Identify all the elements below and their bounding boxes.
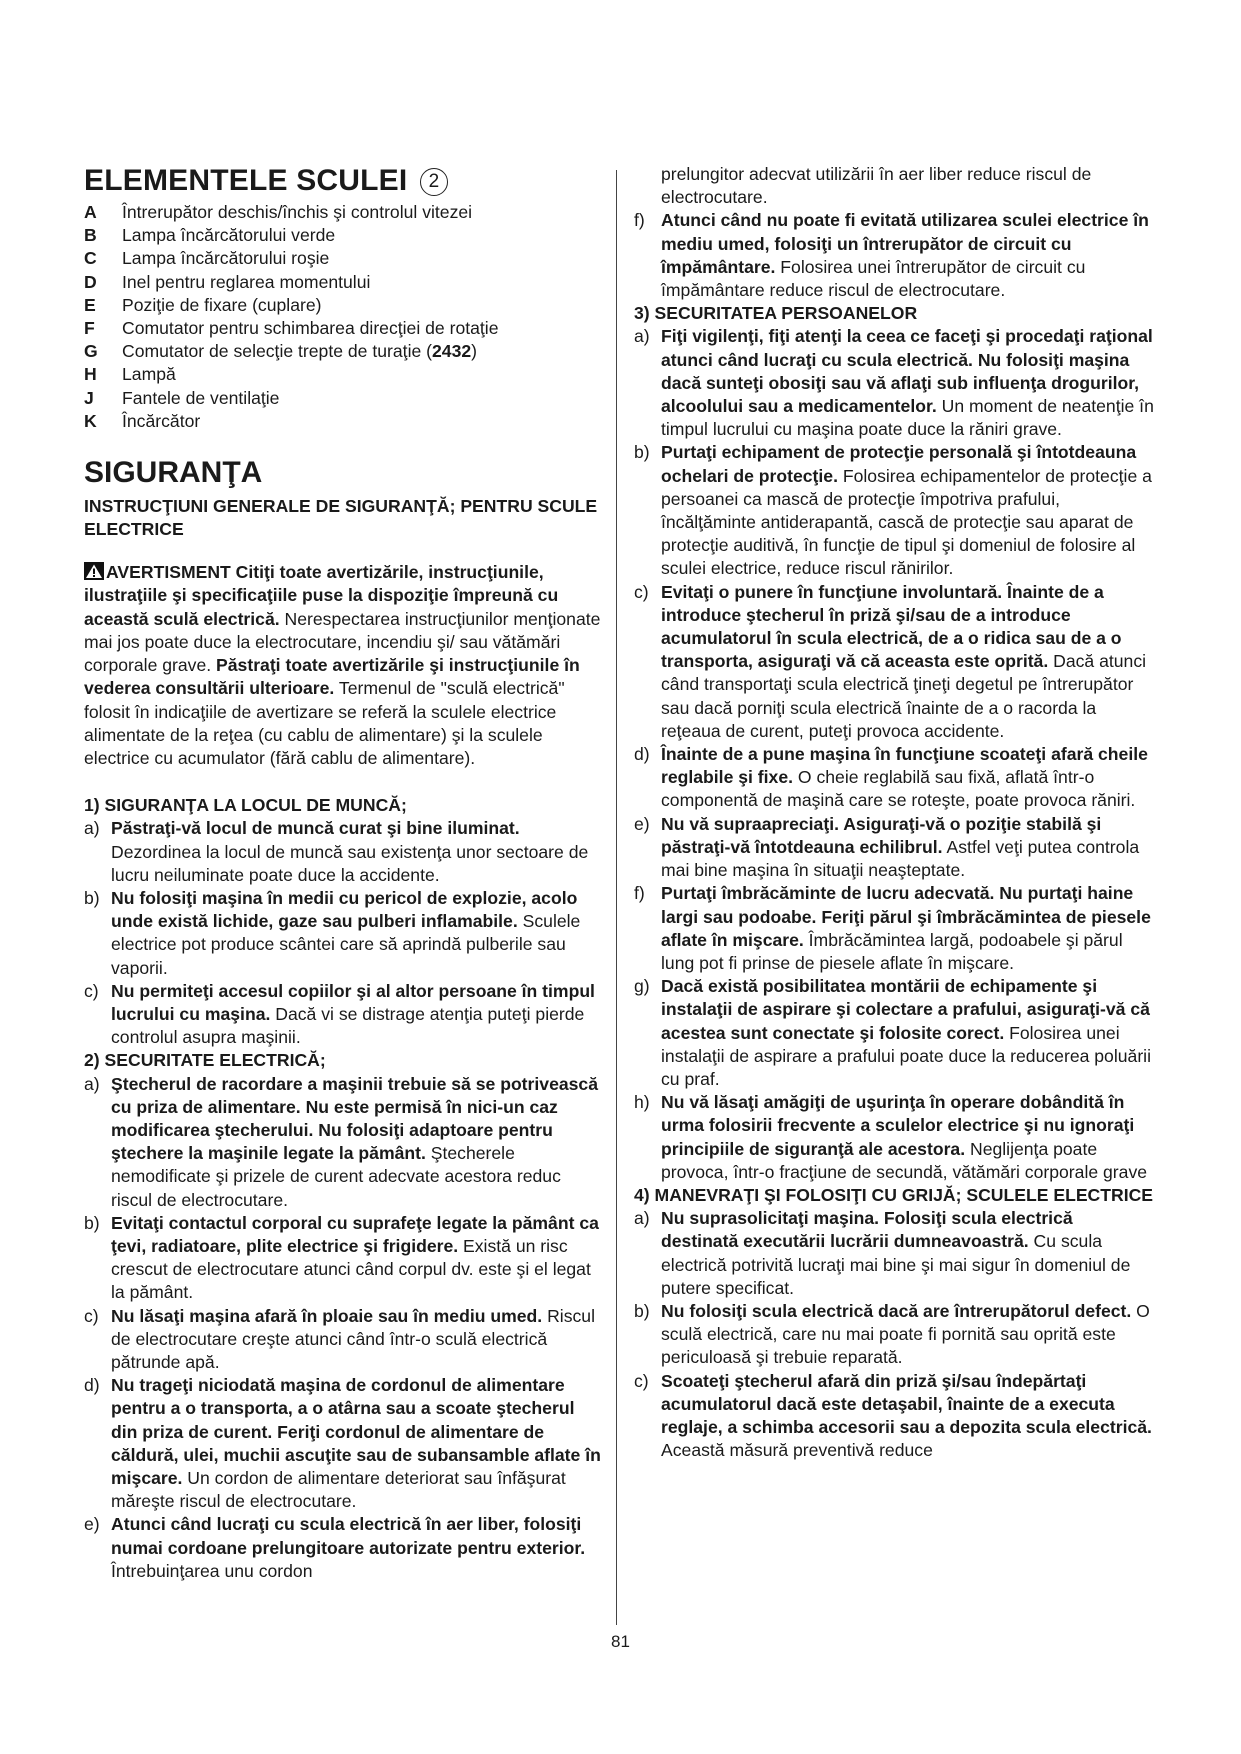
item-label: f)	[634, 883, 645, 904]
item-label: a)	[634, 326, 650, 347]
item-bold: Purtaţi îmbrăcăminte de lucru adecvată. Nu purtaţi haine largi sau podoabe. Feriţi părul şi îmbrăcămintea de piesele aflate în mişcare.	[661, 883, 1151, 950]
item-label: g)	[634, 976, 650, 997]
part-letter: D	[84, 271, 97, 292]
part-letter: H	[84, 364, 97, 385]
part-item	[84, 410, 602, 433]
list-item	[634, 209, 1154, 302]
part-text: Comutator de selecţie trepte de turaţie (	[122, 341, 433, 362]
part-item	[84, 247, 602, 270]
item-text: Dezordinea la locul de muncă sau existenţa unor sectoare de lucru neiluminate poate duce la accidente.	[111, 841, 589, 885]
item-bold: Nu permiteţi accesul copiilor şi al altor persoane în timpul lucrului cu maşina.	[111, 980, 595, 1024]
page-number: 81	[611, 1632, 630, 1651]
item-bold: Evitaţi o punere în funcţiune involuntară. Înainte de a introduce ştecherul în priză şi/sau de a introduce acumulatorul în scula electrică, de a o ridica sau de a o transporta, asiguraţi vă că aceasta este oprită.	[661, 581, 1122, 672]
warning-bold-1: AVERTISMENT Citiţi toate avertizările, instrucţiunile, ilustraţiile şi specificaţiile puse la dispoziţie împreună cu această sculă electrică.	[84, 562, 559, 629]
part-letter: E	[84, 294, 96, 315]
item-text: Această măsură preventivă reduce	[661, 1440, 933, 1461]
part-text: Comutator pentru schimbarea direcţiei de rotaţie	[122, 317, 499, 338]
warning-paragraph	[84, 561, 602, 770]
part-item	[84, 201, 602, 224]
figure-ref-badge: 2	[420, 168, 448, 196]
part-text: Lampa încărcătorului verde	[122, 225, 336, 246]
part-letter: A	[84, 202, 97, 222]
item-text: Neglijenţa poate provoca, într-o fracţiune de secundă, vătămări corporale grave	[661, 1138, 1148, 1182]
item-text: Folosirea unei întrerupător de circuit cu împământare reduce riscul de electrocutare.	[661, 256, 1086, 301]
left-column	[84, 163, 602, 1583]
item-text: Întrebuinţarea unu cordon	[111, 1560, 313, 1581]
item-label: e)	[84, 1514, 100, 1535]
item-label: d)	[634, 744, 650, 765]
part-item	[84, 224, 602, 247]
part-text: Încărcător	[122, 410, 201, 431]
item-bold: Evitaţi contactul corporal cu suprafeţe legate la pământ ca ţevi, radiatoare, plite electrice şi frigidere.	[111, 1212, 599, 1256]
right-column	[634, 163, 1154, 1462]
item-bold: Nu lăsaţi maşina afară în ploaie sau în mediu umed.	[111, 1305, 543, 1326]
tool-elements-heading	[84, 163, 602, 199]
section-3-title: 3) SECURITATEA PERSOANELOR	[634, 303, 918, 324]
item-label: c)	[84, 1305, 99, 1326]
item-bold: Fiţi vigilenţi, fiţi atenţi la ceea ce faceţi şi procedaţi raţional atunci când lucraţi cu scula electrică. Nu folosiţi maşina dacă sunteţi obosiţi sau vă aflaţi sub influenţa drogurilor, alcoolului sau a medicamentelor.	[661, 326, 1153, 417]
part-text: Lampă	[122, 364, 176, 385]
part-letter: F	[84, 317, 95, 338]
item-bold: Nu suprasolicitaţi maşina. Folosiţi scula electrică destinată executării lucrării dumneavoastră.	[661, 1208, 1073, 1252]
item-bold: Nu vă lăsaţi amăgiţi de uşurinţa în operare dobândită în urma folosirii frecvente a sculelor electrice şi nu ignoraţi principiile de siguranţă ale acestora.	[661, 1092, 1135, 1159]
item-label: f)	[634, 210, 645, 231]
list-item	[634, 813, 1154, 883]
item-text: Un cordon de alimentare deteriorat sau înfăşurat măreşte riscul de electrocutare.	[111, 1468, 566, 1512]
part-item	[84, 294, 602, 317]
item-text: Îmbrăcămintea largă, podoabele şi părul lung pot fi prinse de piesele aflate în mişcare.	[661, 929, 1123, 973]
item-text: Dacă vi se distrage atenţia puteţi pierde controlul asupra maşinii.	[111, 1003, 585, 1048]
parts-list	[84, 201, 602, 433]
item-text: Sculele electrice pot produce scântei care să aprindă pulberile sau vaporii.	[111, 911, 581, 978]
list-item	[84, 1073, 602, 1212]
item-label: h)	[634, 1092, 650, 1113]
item-bold: Scoateţi ştecherul afară din priză şi/sau îndepărtaţi acumulatorul dacă este detaşabil, înainte de a executa reglaje, a schimba accesorii sau a depozita scula electrică.	[661, 1370, 1152, 1437]
list-item	[84, 1305, 602, 1375]
part-letter: G	[84, 341, 98, 362]
item-label: e)	[634, 813, 650, 834]
part-text: Fantele de ventilaţie	[122, 387, 280, 408]
warning-bold-2: Păstraţi toate avertizările şi instrucţiunile în vederea consultării ulterioare.	[84, 655, 580, 699]
item-label: d)	[84, 1375, 100, 1396]
item-label: a)	[634, 1208, 650, 1229]
list-item	[634, 1091, 1154, 1184]
list-item	[634, 975, 1154, 1091]
item-label: c)	[634, 1370, 649, 1391]
item-label: b)	[634, 1300, 650, 1321]
list-item	[634, 743, 1154, 813]
part-item	[84, 317, 602, 340]
list-item	[634, 325, 1154, 441]
list-item	[634, 441, 1154, 580]
part-item	[84, 271, 602, 294]
part-text: Inel pentru reglarea momentului	[122, 271, 371, 292]
list-item	[84, 1212, 602, 1305]
part-letter: C	[84, 248, 97, 269]
part-letter: B	[84, 225, 97, 246]
item-text: Există un risc crescut de electrocutare atunci când corpul dv. este şi el legat la pământ.	[111, 1235, 591, 1303]
part-item	[84, 387, 602, 410]
item-bold: Nu folosiţi scula electrică dacă are întrerupătorul defect.	[661, 1300, 1132, 1321]
item-bold: Înainte de a pune maşina în funcţiune scoateţi afară cheile reglabile şi fixe.	[661, 744, 1148, 788]
part-text: Lampa încărcătorului roşie	[122, 248, 330, 269]
item-bold: Atunci când lucraţi cu scula electrică în aer liber, folosiţi numai cordoane prelungitoare autorizate pentru exterior.	[111, 1514, 586, 1558]
item-bold: Dacă există posibilitatea montării de echipamente şi instalaţii de aspirare şi colectare a prafului, asiguraţi-vă că acestea sunt conectate şi folosite corect.	[661, 976, 1150, 1043]
warning-triangle-icon	[84, 562, 104, 580]
item-bold: Nu trageţi niciodată maşina de cordonul de alimentare pentru a o transporta, a o atârna sau a scoate ştecherul din priza de curent. Feriţi cordonul de alimentare de căldură, ulei, muchii ascuţite sau de subansamble aflate în mişcare.	[111, 1375, 601, 1488]
item-label: c)	[84, 980, 99, 1001]
continued-text: prelungitor adecvat utilizării în aer liber reduce riscul de electrocutare.	[661, 164, 1092, 208]
item-label: a)	[84, 818, 100, 839]
item-bold: Atunci când nu poate fi evitată utilizarea sculei electrice în mediu umed, folosiţi un întrerupător de circuit cu împământare.	[661, 210, 1149, 277]
tool-elements-title: ELEMENTELE SCULEI	[84, 164, 408, 197]
list-item	[634, 1300, 1154, 1370]
item-text: Folosirea unei instalaţii de aspirare a prafului poate duce la reducerea poluării cu praf.	[661, 1022, 1151, 1089]
list-item	[634, 1207, 1154, 1300]
part-item	[84, 363, 602, 386]
item-text: Astfel veţi putea controla mai bine maşina în situaţii neaşteptate.	[661, 836, 1140, 881]
list-item	[634, 1370, 1154, 1463]
list-item	[84, 980, 602, 1050]
part-text: Poziţie de fixare (cuplare)	[122, 294, 322, 315]
list-item	[84, 1513, 602, 1583]
model-number: 2432	[432, 341, 472, 362]
safety-heading: SIGURANŢA	[84, 455, 263, 489]
item-label: b)	[634, 442, 650, 463]
item-text: O cheie reglabilă sau fixă, aflată într-o componentă de maşină care se roteşte, poate provoca răniri.	[661, 767, 1136, 811]
safety-subheading: INSTRUCŢIUNI GENERALE DE SIGURANŢĂ; PENTRU SCULE ELECTRICE	[84, 495, 598, 540]
list-item	[634, 882, 1154, 975]
warning-text-2: Termenul de "sculă electrică" folosit în indicaţiile de avertizare se referă la sculele electrice alimentate de la reţea (cu cablu de alimentare) şi la sculele electrice cu acumulator (fără cablu de alimentare).	[84, 678, 565, 768]
item-bold: Nu folosiţi maşina în medii cu pericol de explozie, acolo unde există lichide, gaze sau pulberi inflamabile.	[111, 887, 578, 932]
item-bold: Nu vă supraapreciaţi. Asiguraţi-vă o poziţie stabilă şi păstraţi-vă întotdeauna echilibrul.	[661, 813, 1102, 857]
part-letter: J	[84, 387, 94, 408]
list-item	[84, 887, 602, 980]
item-text: Un moment de neatenţie în timpul lucrului cu maşina poate duce la răniri grave.	[661, 396, 1154, 440]
item-text: Riscul de electrocutare creşte atunci când într-o sculă electrică pătrunde apă.	[111, 1305, 595, 1372]
item-text: O sculă electrică, care nu mai poate fi pornită sau oprită este periculoasă şi trebuie reparată.	[661, 1300, 1150, 1368]
list-item	[84, 817, 602, 887]
part-letter: K	[84, 410, 97, 431]
item-text: Cu scula electrică potrivită lucraţi mai bine şi mai sigur în domeniul de putere specificat.	[661, 1231, 1131, 1298]
list-item	[84, 1374, 602, 1513]
list-item	[634, 581, 1154, 743]
item-label: a)	[84, 1073, 100, 1094]
part-text-after: )	[471, 341, 478, 362]
part-item	[84, 340, 602, 363]
item-label: b)	[84, 887, 100, 908]
section-2-title: 2) SECURITATE ELECTRICĂ;	[84, 1050, 326, 1071]
item-text: Folosirea echipamentelor de protecţie a persoanei ca mască de protecţie împotriva prafului, încălţăminte antiderapantă, cască de protecţie sau aparat de protecţie auditivă, în funcţie de tipul şi domeniul de folosire al sculei electrice, reduce riscul rănirilor.	[661, 465, 1152, 579]
item-bold: Ştecherul de racordare a maşinii trebuie să se potrivească cu priza de alimentare. Nu este permisă în nici-un caz modificarea ştecherului. Nu folosiţi adaptoare pentru ştechere la maşinile legate la pământ.	[111, 1073, 598, 1164]
column-divider	[616, 170, 617, 1625]
section-1-title: 1) SIGURANŢA LA LOCUL DE MUNCĂ;	[84, 795, 407, 816]
item-label: b)	[84, 1212, 100, 1233]
part-text: Întrerupător deschis/închis şi controlul vitezei	[122, 202, 473, 222]
warning-text-1: Nerespectarea instrucţiunilor menţionate mai jos poate duce la electrocutare, incendiu şi/ sau vătămări corporale grave.	[84, 608, 601, 676]
item-text: Dacă atunci când transportaţi scula electrică ţineţi degetul pe întrerupător sau dacă porniţi scula electrică înainte de a o racorda la reţeaua de curent, puteţi provoca accidente.	[661, 651, 1147, 741]
item-label: c)	[634, 581, 649, 602]
item-bold: Purtaţi echipament de protecţie personală şi întotdeauna ochelari de protecţie.	[661, 442, 1137, 486]
item-text: Ştecherele nemodificate şi prizele de curent adecvate acestora reduc riscul de electrocutare.	[111, 1143, 561, 1210]
section-4-title: 4) MANEVRAŢI ŞI FOLOSIŢI CU GRIJĂ; SCULELE ELECTRICE	[634, 1184, 1154, 1205]
item-bold: Păstraţi-vă locul de muncă curat şi bine iluminat.	[111, 818, 520, 839]
